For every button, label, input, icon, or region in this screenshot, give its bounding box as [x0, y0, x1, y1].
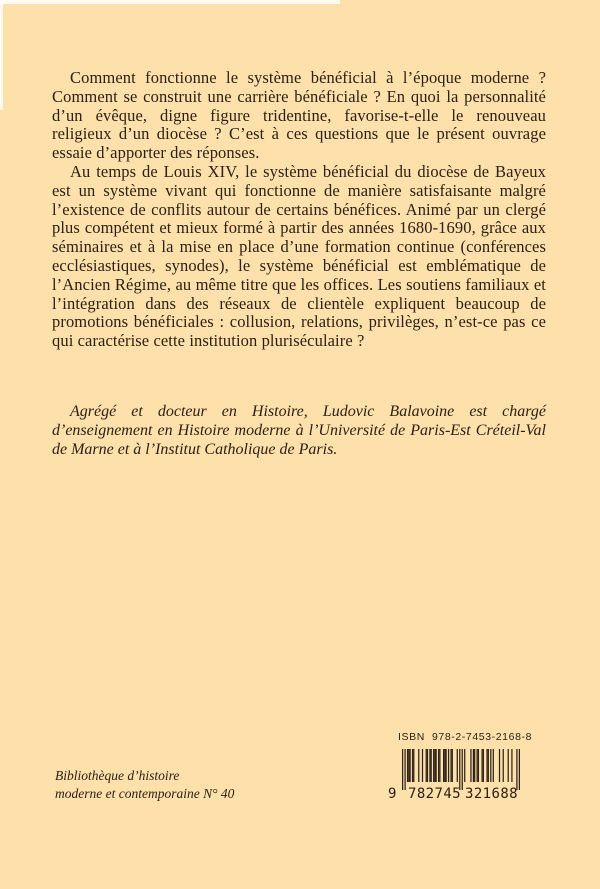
scan-edge-highlight-corner: [0, 0, 3, 110]
ean-digits-right: 321688: [465, 786, 518, 802]
synopsis-text: [52, 69, 546, 351]
author-bio: Agrégé et docteur en Histoire, Ludovic Balavoine est chargé d’enseignement en Histoire moderne à l’Université de Paris-Est Créteil-Val de Marne et à l’Institut Catholique de Paris.: [52, 403, 546, 458]
barcode-block: [385, 731, 533, 806]
synopsis-paragraph-2: Au temps de Louis XIV, le système bénéficial du diocèse de Bayeux est un système vivant qui fonctionne de manière satisfaisante malgré l’existence de conflits autour de certains bénéfices. Animé par un clergé plus compétent et mieux formé à partir des années 1680-1690, grâce aux séminaires et à la mise en place d’une formation continue (conférences ecclésiastiques, synodes), le système bénéficial est emblématique de l’Ancien Régime, au même titre que les offices. Les soutiens familiaux et l’intégration dans des réseaux de clientèle expliquent beaucoup de promotions bénéficiales : collusion, relations, privilèges, n’est-ce pas ce qui caractérise cette institution pluriséculaire ?: [52, 161, 546, 351]
series-line-1: Bibliothèque d’histoire: [55, 768, 180, 783]
ean-digit-first: 9: [388, 786, 397, 802]
series-line-2: moderne et contemporaine N° 40: [55, 785, 235, 801]
ean13-barcode-icon: [402, 749, 520, 790]
synopsis-paragraph-1: Comment fonctionne le système bénéficial à l’époque moderne ? Comment se construit une carrière bénéficiale ? En quoi la personnalité d’un évêque, digne figure tridentine, favorise-t-elle le renouveau religieux d’un diocèse ? C’est à ces questions que le présent ouvrage essaie d’apporter des réponses.: [52, 68, 546, 163]
isbn-label: ISBN 978-2-7453-2168-8: [398, 731, 533, 743]
series-label: [55, 767, 234, 802]
ean-digits-left: 782745: [408, 786, 461, 802]
scan-edge-highlight-top: [0, 0, 340, 4]
